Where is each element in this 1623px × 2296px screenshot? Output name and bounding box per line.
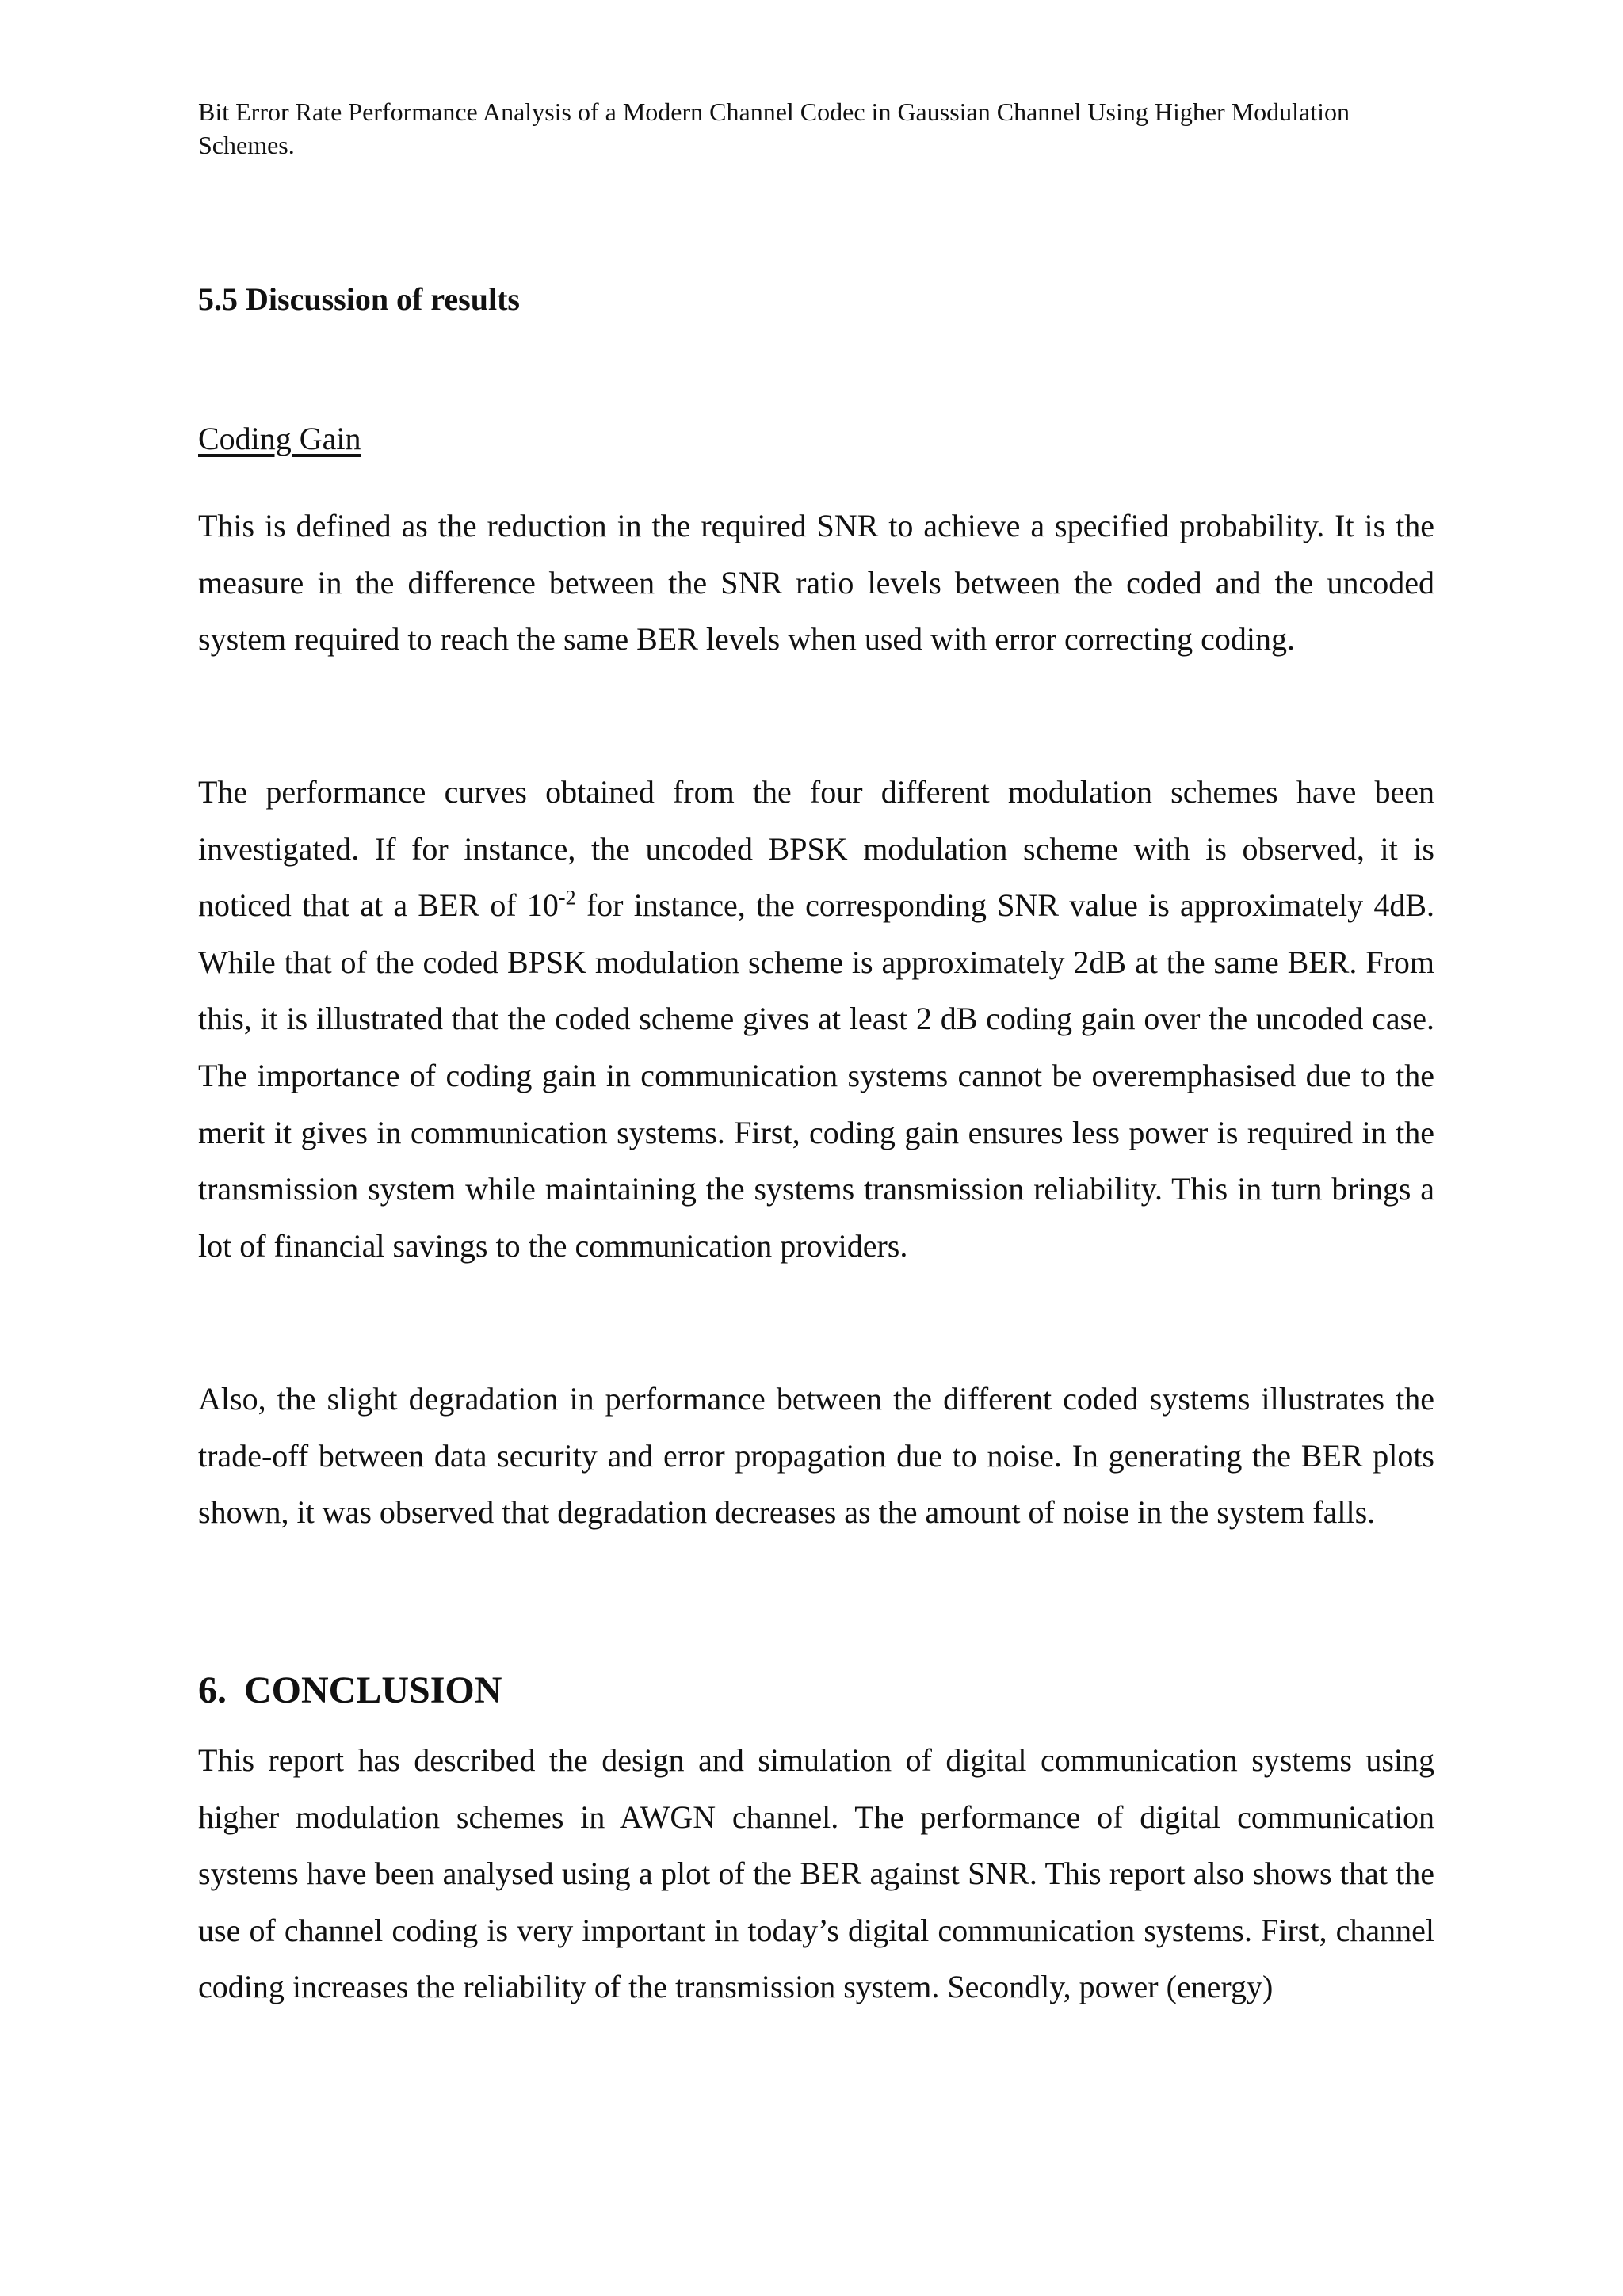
section-heading: 5.5 Discussion of results [198,281,520,317]
paragraph-performance-curves [198,764,1434,1274]
paragraph-performance-curves-part1: The performance curves obtained from the four different modulation schemes have been investigated. If for instance, the uncoded BPSK modulation scheme with is observed, it is noticed that at a BER of 10 [198,774,1434,924]
conclusion-heading [198,1667,502,1714]
paragraph-performance-curves-part2: for instance, the corresponding SNR value is approximately 4dB. While that of the coded BPSK modulation scheme is approximately 2dB at the same BER. From this, it is illustrated that the coded scheme gives at least 2 dB coding gain over the uncoded case. The importance of coding gain in communication systems cannot be overemphasised due to the merit it gives in communication systems. First, coding gain ensures less power is required in the transmission system while maintaining the systems transmission reliability. This in turn brings a lot of financial savings to the communication providers. [198,887,1435,1264]
paragraph-conclusion: This report has described the design and simulation of digital communication systems using higher modulation schemes in AWGN channel. The performance of digital communication systems have been analysed using a plot of the BER against SNR. This report also shows that the use of channel coding is very important in today’s digital communication systems. First, channel coding increases the reliability of the transmission system. Secondly, power (energy) [198,1742,1434,2005]
paragraph-coding-gain-definition: This is defined as the reduction in the required SNR to achieve a specified probability. It is the measure in the difference between the SNR ratio levels between the coded and the uncoded system required to reach the same BER levels when used with error correcting coding. [198,508,1434,658]
conclusion-number: 6. [198,1669,227,1711]
paragraph-degradation: Also, the slight degradation in performance between the different coded systems illustrates the trade-off between data security and error propagation due to noise. In generating the BER plots shown, it was observed that degradation decreases as the amount of noise in the system falls. [198,1381,1434,1531]
running-header: Bit Error Rate Performance Analysis of a Modern Channel Codec in Gaussian Channel Using Higher Modulation Schemes. [198,97,1350,159]
coding-gain-subheading: Coding Gain [198,421,361,456]
ber-exponent: -2 [558,886,576,910]
conclusion-title: CONCLUSION [244,1669,502,1711]
